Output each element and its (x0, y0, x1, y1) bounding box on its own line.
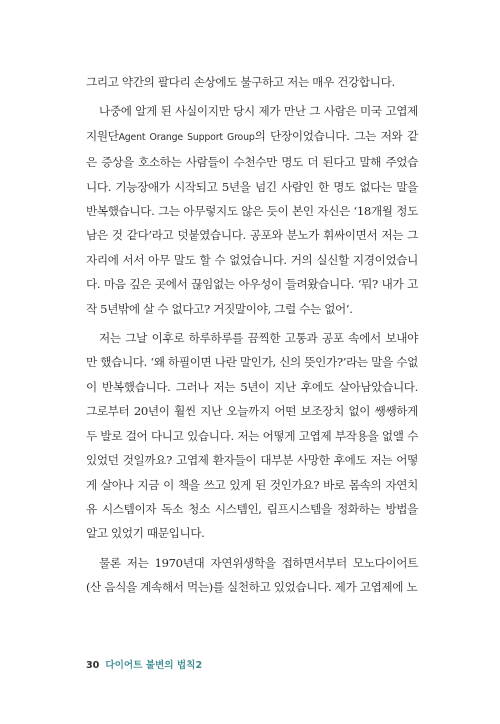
paragraph-3 (86, 326, 418, 546)
paragraph-1-text: 그리고 약간의 팔다리 손상에도 불구하고 저는 매우 건강합니다. (86, 75, 395, 89)
paragraph-2 (86, 99, 418, 321)
paragraph-3-text: 저는 그날 이후로 하루하루를 끔찍한 고통과 공포 속에서 보내야만 했습니다. ‘왜 하필이면 나란 말인가, 신의 뜻인가?’라는 말을 수없이 반복했습니다. 그러나 저는 5년이 지난 후에도 살아남았습니다. 그로부터 20년이 훨씬 지난 오늘까지 어떤 보조장치 없이 쌩쌩하게 두 발로 걸어 다니고 있습니다. 저는 어떻게 고엽제 부작용을 없앨 수 있었던 것일까요? 고엽제 환자들이 대부분 사망한 후에도 저는 어떻게 살아나 지금 이 책을 쓰고 있게 된 것인가요? 바로 몸속의 자연치유 시스템이자 독소 청소 시스템인, 림프시스템을 정화하는 방법을 알고 있었기 때문입니다. (86, 331, 418, 541)
page-body (86, 70, 418, 605)
page-footer (86, 657, 202, 671)
paragraph-2-text-after: 의 단장이었습니다. 그는 저와 같은 증상을 호소하는 사람들이 수천수만 명도 더 된다고 말해 주었습니다. 기능장애가 시작되고 5년을 넘긴 사람인 한 명도 없다는 말을 반복했습니다. 그는 아무렇지도 않은 듯이 본인 자신은 ‘18개월 정도 남은 것 같다’라고 덧붙였습니다. 공포와 분노가 휘싸이면서 저는 그 자리에 서서 아무 말도 할 수 없었습니다. 거의 실신할 지경이었습니다. 마음 깊은 곳에서 끊임없는 아우성이 들려왔습니다. ‘뭐? 내가 고작 5년밖에 살 수 없다고? 거짓말이야, 그럴 수는 없어’. (86, 128, 418, 316)
book-title: 다이어트 불변의 법칙2 (105, 660, 203, 671)
organization-name: Agent Orange Support Group (118, 131, 255, 143)
paragraph-4-text: 물론 저는 1970년대 자연위생학을 접하면서부터 모노다이어트(산 음식을 계속해서 먹는)를 실천하고 있었습니다. 제가 고엽제에 노 (86, 555, 418, 595)
paragraph-4 (86, 551, 418, 600)
paragraph-1 (86, 70, 418, 94)
paragraph-2-text-before: 나중에 알게 된 사실이지만 당시 제가 만난 그 사람은 미국 고엽제지원단 (86, 104, 418, 143)
page-number: 30 (86, 660, 100, 671)
